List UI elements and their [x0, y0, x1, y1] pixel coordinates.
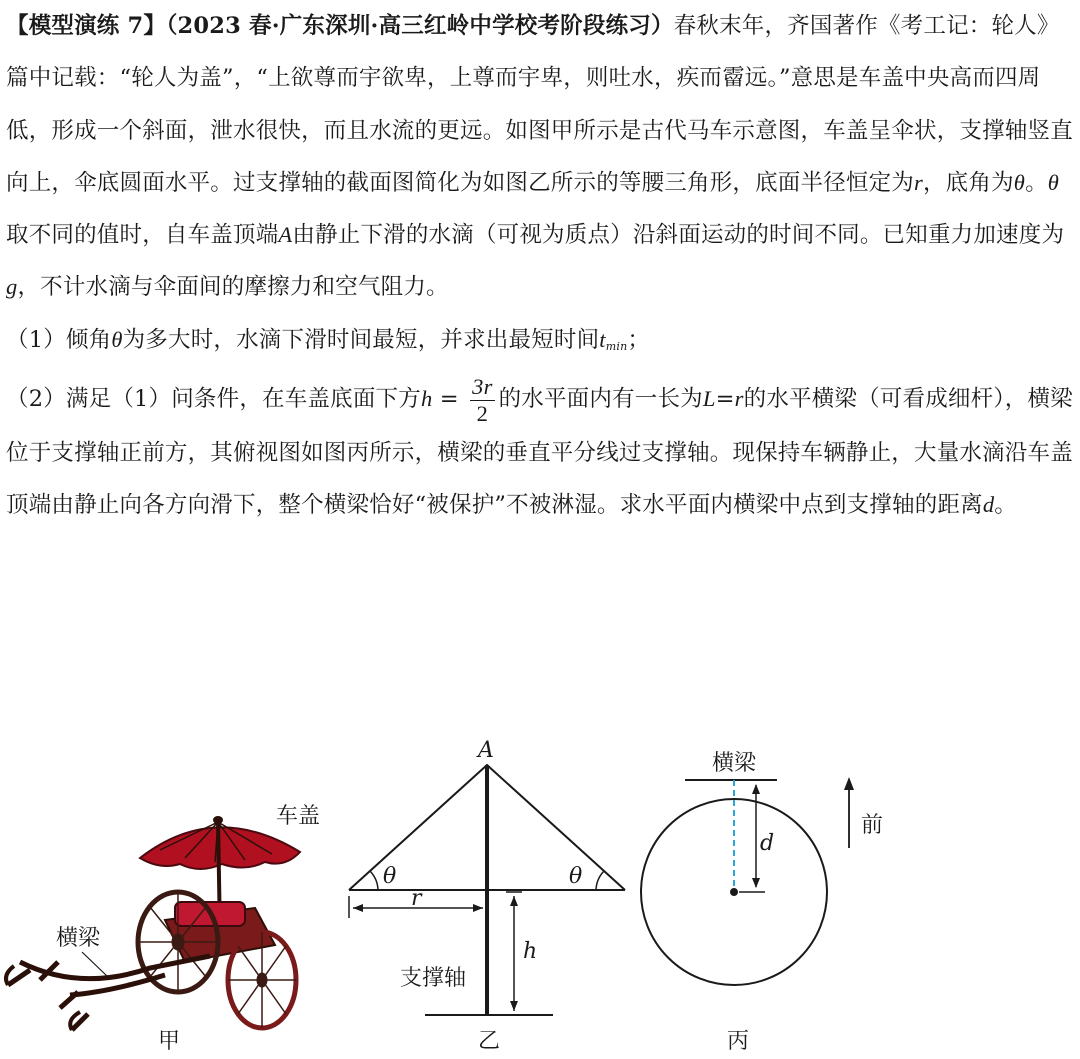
theta-arc-right — [596, 871, 604, 890]
caption-jia: 甲 — [158, 1029, 181, 1054]
problem-text — [6, 0, 1076, 531]
theta-label-left: θ — [383, 864, 397, 889]
r-label: r — [411, 886, 422, 911]
problem-tag: 【模型演练 7】 — [6, 13, 167, 39]
caption-bing: 丙 — [727, 1029, 750, 1054]
theta-label-right: θ — [569, 864, 583, 889]
cross-section-diagram — [349, 765, 625, 1015]
top-view-diagram — [641, 777, 854, 985]
beam-label-bing: 横梁 — [712, 751, 757, 776]
question-2: （2）满足（1）问条件，在车盖底面下方h = $\frac{3r}{2}$ 的水平面内有一长为L=r的水平横梁（可看成细杆），横梁位于支撑轴正前方，其俯视图如图丙所示，横梁的垂直平分线过支撑轴。现保持车辆静止，大量水滴沿车盖顶端由静止向各方向滑下，整个横梁恰好“被保护”不被淋湿。求水平面内横梁中点到支撑轴的距离d。 — [6, 373, 1073, 518]
h-label: h — [523, 939, 538, 964]
problem-paragraph: 【模型演练 7】（2023 春·广东深圳·高三红岭中学校考阶段练习）春秋末年，齐国著作《考工记：轮人》篇中记载：“轮人为盖”，“上欲尊而宇欲卑，上尊而宇卑，则吐水，疾而霤远。”意思是车盖中央高而四周低，形成一个斜面，泄水很快，而且水流的更远。如图甲所示是古代马车示意图，车盖呈伞状，支撑轴竖直向上，伞底圆面水平。过支撑轴的截面图简化为如图乙所示的等腰三角形，底面半径恒定为r，底角为θ。θ取不同的值时，自车盖顶端A由静止下滑的水滴（可视为质点）沿斜面运动的时间不同。已知重力加速度为g，不计水滴与伞面间的摩擦力和空气阻力。 — [6, 13, 1073, 301]
axis-point — [731, 889, 738, 896]
caption-yi: 乙 — [478, 1029, 501, 1054]
problem-source: （2023 春·广东深圳·高三红岭中学校考阶段练习） — [166, 13, 674, 39]
point-A-label: A — [478, 738, 494, 763]
canopy-label: 车盖 — [276, 804, 321, 829]
carriage-illustration — [6, 804, 320, 1054]
figures — [0, 730, 1080, 1055]
cross-section-labels — [383, 738, 582, 1054]
top-view-labels — [712, 751, 883, 1054]
beam-label-jia: 横梁 — [56, 926, 101, 951]
right-wheel — [228, 932, 296, 1028]
theta-arc-left — [370, 871, 378, 890]
d-label: d — [760, 831, 775, 856]
support-axis-label: 支撑轴 — [400, 966, 467, 991]
front-label: 前 — [861, 813, 884, 838]
fraction-3r-over-2: $\frac{3r}{2}$ — [472, 373, 493, 426]
question-1: （1）倾角θ为多大时，水滴下滑时间最短，并求出最短时间tmin； — [6, 326, 651, 353]
